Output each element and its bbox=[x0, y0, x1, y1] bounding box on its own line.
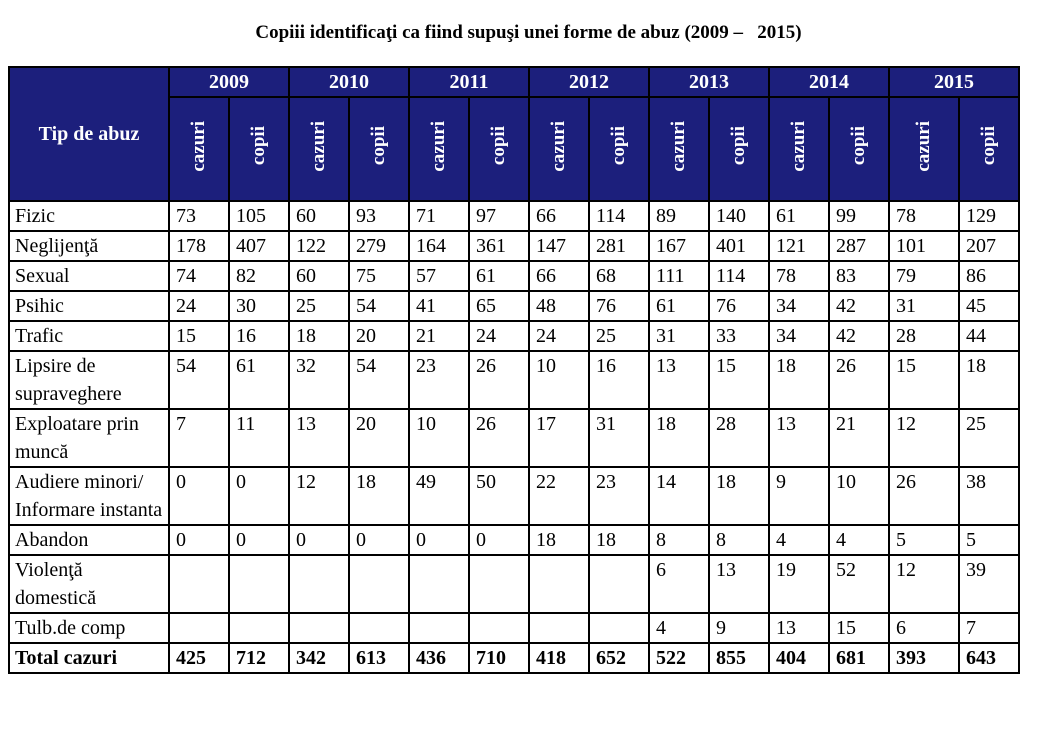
table-cell: 23 bbox=[589, 467, 649, 525]
header-copii-2013 bbox=[709, 97, 769, 201]
table-cell: 61 bbox=[229, 351, 289, 409]
table-cell: 101 bbox=[889, 231, 959, 261]
table-cell: 18 bbox=[529, 525, 589, 555]
table-cell: 393 bbox=[889, 643, 959, 673]
table-cell: 34 bbox=[769, 321, 829, 351]
table-cell: 18 bbox=[709, 467, 769, 525]
table-cell: 13 bbox=[769, 409, 829, 467]
table-cell: 61 bbox=[469, 261, 529, 291]
table-cell: 71 bbox=[409, 201, 469, 231]
table-cell: 140 bbox=[709, 201, 769, 231]
table-cell: 76 bbox=[709, 291, 769, 321]
table-cell: 114 bbox=[709, 261, 769, 291]
table-cell: 76 bbox=[589, 291, 649, 321]
header-copii-2015 bbox=[959, 97, 1019, 201]
table-cell: 13 bbox=[649, 351, 709, 409]
table-cell: 10 bbox=[529, 351, 589, 409]
table-cell: 0 bbox=[409, 525, 469, 555]
header-cazuri-2009 bbox=[169, 97, 229, 201]
table-cell: 613 bbox=[349, 643, 409, 673]
table-cell: 86 bbox=[959, 261, 1019, 291]
header-copii-2010 bbox=[349, 97, 409, 201]
table-cell: 54 bbox=[349, 291, 409, 321]
header-cazuri-label: cazuri bbox=[788, 120, 809, 172]
table-cell bbox=[529, 613, 589, 643]
table-cell: 31 bbox=[589, 409, 649, 467]
row-label: Violenţă domestică bbox=[9, 555, 169, 613]
table-cell: 28 bbox=[889, 321, 959, 351]
table-row bbox=[9, 613, 1019, 643]
table-cell: 78 bbox=[889, 201, 959, 231]
table-cell: 121 bbox=[769, 231, 829, 261]
table-cell: 18 bbox=[649, 409, 709, 467]
table-cell: 18 bbox=[959, 351, 1019, 409]
header-cazuri-2014 bbox=[769, 97, 829, 201]
table-cell: 97 bbox=[469, 201, 529, 231]
table-cell: 712 bbox=[229, 643, 289, 673]
table-cell: 79 bbox=[889, 261, 959, 291]
table-cell: 111 bbox=[649, 261, 709, 291]
table-cell: 42 bbox=[829, 291, 889, 321]
table-cell: 33 bbox=[709, 321, 769, 351]
table-cell: 78 bbox=[769, 261, 829, 291]
table-cell: 122 bbox=[289, 231, 349, 261]
table-cell: 0 bbox=[169, 525, 229, 555]
header-copii-2011 bbox=[469, 97, 529, 201]
table-cell bbox=[229, 555, 289, 613]
table-cell: 68 bbox=[589, 261, 649, 291]
header-year-2014: 2014 bbox=[769, 67, 889, 97]
table-cell: 164 bbox=[409, 231, 469, 261]
header-cazuri-2013 bbox=[649, 97, 709, 201]
table-row bbox=[9, 291, 1019, 321]
table-cell bbox=[469, 613, 529, 643]
table-cell: 21 bbox=[409, 321, 469, 351]
table-cell: 207 bbox=[959, 231, 1019, 261]
table-cell: 26 bbox=[469, 351, 529, 409]
table-cell: 60 bbox=[289, 261, 349, 291]
table-cell: 61 bbox=[649, 291, 709, 321]
table-cell: 855 bbox=[709, 643, 769, 673]
table-cell: 14 bbox=[649, 467, 709, 525]
table-cell bbox=[469, 555, 529, 613]
table-cell: 12 bbox=[289, 467, 349, 525]
table-cell: 75 bbox=[349, 261, 409, 291]
table-cell: 9 bbox=[709, 613, 769, 643]
table-cell bbox=[589, 555, 649, 613]
table-cell bbox=[169, 555, 229, 613]
total-row bbox=[9, 643, 1019, 673]
table-cell bbox=[289, 613, 349, 643]
header-year-2010: 2010 bbox=[289, 67, 409, 97]
table-cell: 60 bbox=[289, 201, 349, 231]
table-cell: 281 bbox=[589, 231, 649, 261]
table-cell: 18 bbox=[769, 351, 829, 409]
table-cell: 404 bbox=[769, 643, 829, 673]
table-cell: 39 bbox=[959, 555, 1019, 613]
table-cell: 44 bbox=[959, 321, 1019, 351]
table-cell: 17 bbox=[529, 409, 589, 467]
table-cell: 13 bbox=[289, 409, 349, 467]
table-cell bbox=[349, 555, 409, 613]
table-cell: 18 bbox=[349, 467, 409, 525]
header-year-2009: 2009 bbox=[169, 67, 289, 97]
table-cell: 425 bbox=[169, 643, 229, 673]
table-cell: 6 bbox=[889, 613, 959, 643]
row-label: Total cazuri bbox=[9, 643, 169, 673]
table-cell: 99 bbox=[829, 201, 889, 231]
header-copii-label: copii bbox=[368, 126, 389, 166]
header-copii-label: copii bbox=[728, 126, 749, 166]
table-row bbox=[9, 525, 1019, 555]
table-cell: 7 bbox=[169, 409, 229, 467]
table-row bbox=[9, 351, 1019, 409]
table-cell: 16 bbox=[229, 321, 289, 351]
header-cazuri-2012 bbox=[529, 97, 589, 201]
table-cell: 4 bbox=[829, 525, 889, 555]
table-cell: 13 bbox=[709, 555, 769, 613]
table-cell: 147 bbox=[529, 231, 589, 261]
header-copii-label: copii bbox=[488, 126, 509, 166]
table-row bbox=[9, 201, 1019, 231]
table-cell: 48 bbox=[529, 291, 589, 321]
header-copii-2009 bbox=[229, 97, 289, 201]
header-year-2012: 2012 bbox=[529, 67, 649, 97]
table-cell: 28 bbox=[709, 409, 769, 467]
table-cell: 18 bbox=[589, 525, 649, 555]
table-cell: 15 bbox=[709, 351, 769, 409]
table-cell: 7 bbox=[959, 613, 1019, 643]
table-cell: 10 bbox=[829, 467, 889, 525]
row-label: Fizic bbox=[9, 201, 169, 231]
table-cell: 9 bbox=[769, 467, 829, 525]
table-cell: 287 bbox=[829, 231, 889, 261]
table-cell: 0 bbox=[169, 467, 229, 525]
table-cell: 12 bbox=[889, 409, 959, 467]
table-cell: 82 bbox=[229, 261, 289, 291]
table-cell: 31 bbox=[889, 291, 959, 321]
table-cell: 436 bbox=[409, 643, 469, 673]
table-cell: 25 bbox=[289, 291, 349, 321]
header-cazuri-label: cazuri bbox=[188, 120, 209, 172]
table-cell: 11 bbox=[229, 409, 289, 467]
table-cell: 279 bbox=[349, 231, 409, 261]
table-cell: 15 bbox=[889, 351, 959, 409]
table-cell: 73 bbox=[169, 201, 229, 231]
table-cell: 522 bbox=[649, 643, 709, 673]
table-cell: 4 bbox=[649, 613, 709, 643]
table-cell: 407 bbox=[229, 231, 289, 261]
table-cell: 0 bbox=[289, 525, 349, 555]
table-row bbox=[9, 555, 1019, 613]
table-cell: 681 bbox=[829, 643, 889, 673]
table-cell: 57 bbox=[409, 261, 469, 291]
table-cell: 643 bbox=[959, 643, 1019, 673]
table-cell: 4 bbox=[769, 525, 829, 555]
row-label: Abandon bbox=[9, 525, 169, 555]
table-cell bbox=[289, 555, 349, 613]
header-cazuri-label: cazuri bbox=[913, 120, 934, 172]
table-cell: 66 bbox=[529, 261, 589, 291]
table-cell: 49 bbox=[409, 467, 469, 525]
table-cell: 93 bbox=[349, 201, 409, 231]
row-label: Trafic bbox=[9, 321, 169, 351]
table-cell: 23 bbox=[409, 351, 469, 409]
table-cell: 167 bbox=[649, 231, 709, 261]
table-cell: 54 bbox=[169, 351, 229, 409]
table-cell: 45 bbox=[959, 291, 1019, 321]
table-cell: 30 bbox=[229, 291, 289, 321]
table-cell: 12 bbox=[889, 555, 959, 613]
table-row bbox=[9, 321, 1019, 351]
table-cell: 41 bbox=[409, 291, 469, 321]
table-cell: 13 bbox=[769, 613, 829, 643]
table-cell: 401 bbox=[709, 231, 769, 261]
table-cell: 38 bbox=[959, 467, 1019, 525]
row-label: Psihic bbox=[9, 291, 169, 321]
table-cell: 34 bbox=[769, 291, 829, 321]
abuse-table-container bbox=[8, 66, 1020, 674]
abuse-table bbox=[8, 66, 1020, 674]
header-copii-label: copii bbox=[608, 126, 629, 166]
header-year-2013: 2013 bbox=[649, 67, 769, 97]
header-cazuri-2015 bbox=[889, 97, 959, 201]
table-cell: 361 bbox=[469, 231, 529, 261]
table-cell bbox=[229, 613, 289, 643]
table-cell: 19 bbox=[769, 555, 829, 613]
table-cell: 5 bbox=[889, 525, 959, 555]
header-cazuri-2011 bbox=[409, 97, 469, 201]
table-cell bbox=[169, 613, 229, 643]
table-cell: 21 bbox=[829, 409, 889, 467]
row-label: Lipsire de supraveghere bbox=[9, 351, 169, 409]
table-cell bbox=[409, 555, 469, 613]
header-copii-label: copii bbox=[248, 126, 269, 166]
table-cell: 25 bbox=[959, 409, 1019, 467]
header-year-2011: 2011 bbox=[409, 67, 529, 97]
table-cell: 5 bbox=[959, 525, 1019, 555]
table-cell: 22 bbox=[529, 467, 589, 525]
table-cell: 89 bbox=[649, 201, 709, 231]
header-cazuri-2010 bbox=[289, 97, 349, 201]
row-label: Audiere minori/ Informare instanta bbox=[9, 467, 169, 525]
table-cell: 74 bbox=[169, 261, 229, 291]
table-cell: 8 bbox=[649, 525, 709, 555]
table-cell: 26 bbox=[829, 351, 889, 409]
table-cell: 418 bbox=[529, 643, 589, 673]
table-cell: 26 bbox=[889, 467, 959, 525]
table-cell: 652 bbox=[589, 643, 649, 673]
row-label: Exploatare prin muncă bbox=[9, 409, 169, 467]
table-cell: 15 bbox=[169, 321, 229, 351]
table-cell: 0 bbox=[229, 525, 289, 555]
table-cell: 0 bbox=[229, 467, 289, 525]
header-cazuri-label: cazuri bbox=[428, 120, 449, 172]
table-cell: 24 bbox=[469, 321, 529, 351]
table-cell: 65 bbox=[469, 291, 529, 321]
table-cell: 114 bbox=[589, 201, 649, 231]
table-cell: 178 bbox=[169, 231, 229, 261]
header-copii-2014 bbox=[829, 97, 889, 201]
table-row bbox=[9, 467, 1019, 525]
table-cell: 61 bbox=[769, 201, 829, 231]
table-cell: 0 bbox=[469, 525, 529, 555]
table-row bbox=[9, 261, 1019, 291]
table-cell: 10 bbox=[409, 409, 469, 467]
header-cazuri-label: cazuri bbox=[548, 120, 569, 172]
table-cell: 20 bbox=[349, 409, 409, 467]
row-label: Neglijenţă bbox=[9, 231, 169, 261]
table-cell: 31 bbox=[649, 321, 709, 351]
table-title: Copiii identificaţi ca fiind supuşi unei forme de abuz (2009 – 2015) bbox=[255, 22, 802, 43]
table-cell: 18 bbox=[289, 321, 349, 351]
table-cell: 42 bbox=[829, 321, 889, 351]
table-cell: 24 bbox=[529, 321, 589, 351]
table-cell: 342 bbox=[289, 643, 349, 673]
table-cell bbox=[589, 613, 649, 643]
table-row bbox=[9, 409, 1019, 467]
row-label: Tulb.de comp bbox=[9, 613, 169, 643]
table-cell: 710 bbox=[469, 643, 529, 673]
row-label: Sexual bbox=[9, 261, 169, 291]
table-row bbox=[9, 231, 1019, 261]
table-cell: 83 bbox=[829, 261, 889, 291]
header-cazuri-label: cazuri bbox=[668, 120, 689, 172]
table-cell bbox=[529, 555, 589, 613]
header-copii-2012 bbox=[589, 97, 649, 201]
table-cell: 26 bbox=[469, 409, 529, 467]
table-cell bbox=[349, 613, 409, 643]
table-cell: 52 bbox=[829, 555, 889, 613]
header-year-2015: 2015 bbox=[889, 67, 1019, 97]
table-cell: 32 bbox=[289, 351, 349, 409]
table-cell: 15 bbox=[829, 613, 889, 643]
table-cell: 105 bbox=[229, 201, 289, 231]
header-copii-label: copii bbox=[978, 126, 999, 166]
table-cell: 25 bbox=[589, 321, 649, 351]
table-cell bbox=[409, 613, 469, 643]
table-cell: 66 bbox=[529, 201, 589, 231]
table-cell: 16 bbox=[589, 351, 649, 409]
table-cell: 54 bbox=[349, 351, 409, 409]
table-cell: 20 bbox=[349, 321, 409, 351]
table-cell: 0 bbox=[349, 525, 409, 555]
header-tip-de-abuz: Tip de abuz bbox=[9, 67, 169, 201]
header-cazuri-label: cazuri bbox=[308, 120, 329, 172]
table-cell: 24 bbox=[169, 291, 229, 321]
table-cell: 50 bbox=[469, 467, 529, 525]
header-copii-label: copii bbox=[848, 126, 869, 166]
table-cell: 6 bbox=[649, 555, 709, 613]
table-cell: 8 bbox=[709, 525, 769, 555]
table-cell: 129 bbox=[959, 201, 1019, 231]
